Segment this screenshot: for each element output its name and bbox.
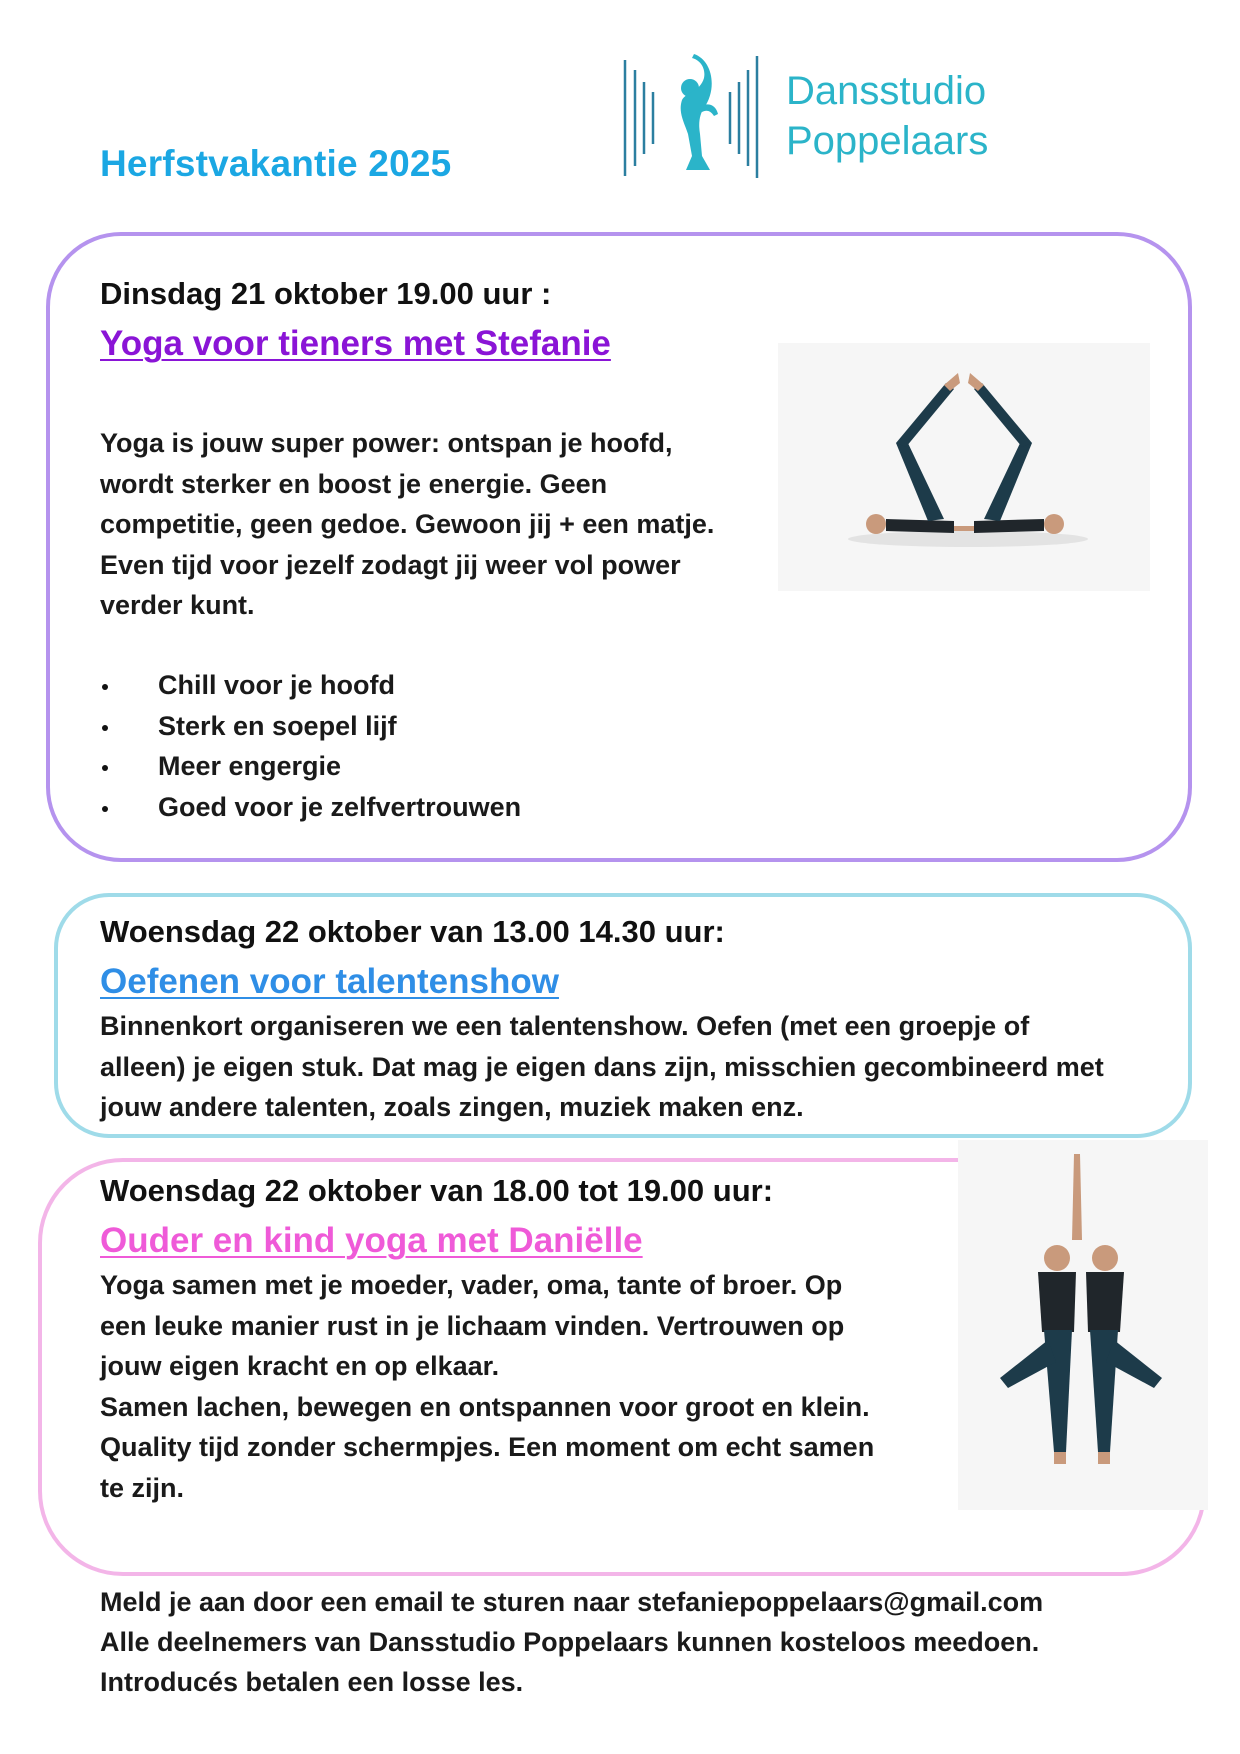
event-date: Dinsdag 21 oktober 19.00 uur : — [100, 276, 552, 311]
description-line: alleen) je eigen stuk. Dat mag je eigen dans zijn, misschien gecombineerd met — [100, 1051, 1104, 1082]
description-line: een leuke manier rust in je lichaam vinden. Vertrouwen op — [100, 1310, 845, 1341]
description-line: te zijn. — [100, 1472, 185, 1503]
footer-line-signup: Meld je aan door een email te sturen naar stefaniepoppelaars@gmail.com — [100, 1587, 1044, 1617]
event-date: Woensdag 22 oktober van 18.00 tot 19.00 uur: — [100, 1173, 774, 1208]
description-line: competitie, geen gedoe. Gewoon jij + een matje. — [100, 509, 715, 539]
benefits-list — [100, 665, 521, 827]
description-line: Even tijd voor jezelf zodagt jij weer vol power — [100, 549, 681, 580]
event-title-link[interactable]: Ouder en kind yoga met Daniëlle — [100, 1221, 643, 1260]
description-line: Yoga is jouw super power: ontspan je hoofd, — [100, 428, 673, 458]
event-description — [100, 423, 714, 626]
registration-footer — [100, 1582, 1043, 1702]
footer-line-members: Alle deelnemers van Dansstudio Poppelaars kunnen kosteloos meedoen. — [100, 1627, 1040, 1657]
logo-text — [786, 66, 988, 166]
list-item: Goed voor je zelfvertrouwen — [100, 787, 521, 828]
description-line: jouw eigen kracht en op elkaar. — [100, 1351, 500, 1381]
description-line: Binnenkort organiseren we een talentenshow. Oefen (met een groepje of — [100, 1011, 1030, 1041]
logo-line-2: Poppelaars — [786, 119, 989, 163]
list-item: Chill voor je hoofd — [100, 665, 521, 706]
studio-logo — [620, 48, 1020, 183]
parent-child-yoga-photo — [958, 1140, 1208, 1510]
description-line: Samen lachen, bewegen en ontspannen voor groot en klein. — [100, 1391, 870, 1422]
description-line: verder kunt. — [100, 590, 255, 620]
description-line: wordt sterker en boost je energie. Geen — [100, 468, 608, 499]
logo-line-1: Dansstudio — [786, 69, 987, 113]
event-title-link[interactable]: Oefenen voor talentenshow — [100, 962, 559, 1001]
event-description — [100, 1006, 1104, 1128]
footer-line-guests: Introducés betalen een losse les. — [100, 1667, 524, 1697]
list-item: Meer engergie — [100, 746, 521, 787]
description-line: Yoga samen met je moeder, vader, oma, tante of broer. Op — [100, 1270, 843, 1300]
description-line: jouw andere talenten, zoals zingen, muziek maken enz. — [100, 1092, 804, 1122]
list-item: Sterk en soepel lijf — [100, 706, 521, 747]
event-description — [100, 1265, 874, 1508]
page-heading: Herfstvakantie 2025 — [100, 143, 452, 184]
event-date: Woensdag 22 oktober van 13.00 14.30 uur: — [100, 914, 725, 949]
dancer-logo-icon — [620, 48, 770, 183]
event-title-link[interactable]: Yoga voor tieners met Stefanie — [100, 324, 611, 363]
description-line: Quality tijd zonder schermpjes. Een moment om echt samen — [100, 1432, 875, 1462]
partner-yoga-photo — [778, 343, 1150, 591]
